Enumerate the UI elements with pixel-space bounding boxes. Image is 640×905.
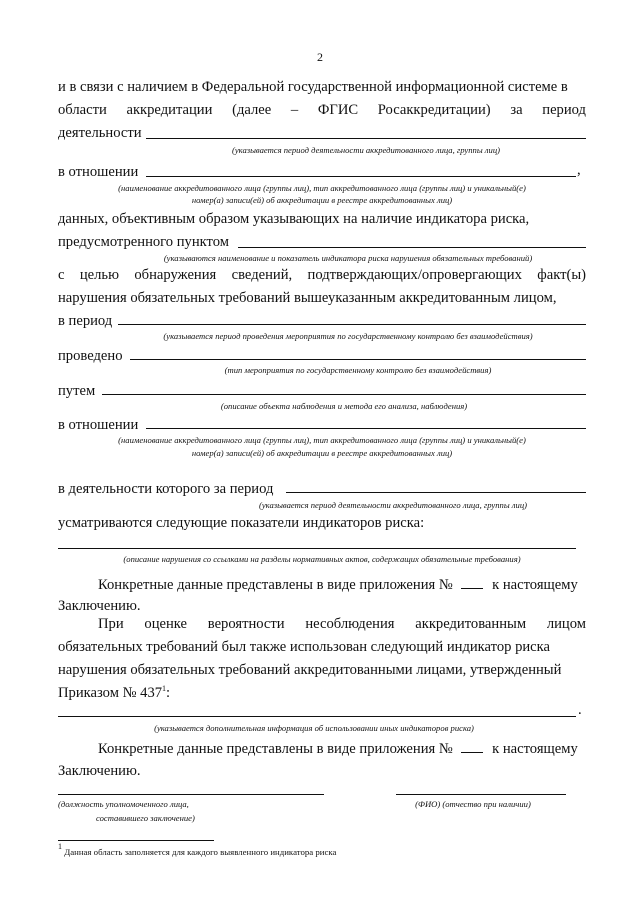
- text-line: путем: [58, 383, 96, 399]
- footnote-ref: 1: [162, 684, 167, 693]
- blank-line: [146, 176, 576, 177]
- blank-line: [58, 548, 576, 549]
- page-number: 2: [317, 50, 323, 64]
- field-hint: (описание объекта наблюдения и метода его анализа, наблюдения): [220, 401, 468, 411]
- word: факт(ы): [537, 267, 586, 283]
- text-line: Заключению.: [58, 763, 141, 779]
- word: вероятности: [207, 616, 285, 632]
- text-line: обязательных требований был также использован следующий индикатор риска: [58, 639, 551, 655]
- text-line: деятельности: [58, 125, 142, 141]
- field-hint: (указывается период проведения мероприятия по государственному контролю без взаимодействия): [163, 331, 533, 341]
- word: лицом: [546, 616, 586, 632]
- field-hint: (указывается период деятельности аккредитованного лица, группы лиц): [231, 145, 501, 155]
- blank-line: [146, 428, 586, 429]
- signature-line: [396, 794, 566, 795]
- word: Росаккредитации): [377, 102, 491, 118]
- word: При: [98, 616, 124, 632]
- text-line: в отношении: [58, 417, 139, 433]
- period-mark: .: [578, 702, 582, 718]
- justified-line: [58, 266, 586, 284]
- text-line: и в связи с наличием в Федеральной государственной информационной системе в: [58, 79, 568, 95]
- field-hint: (описание нарушения со ссылками на разделы нормативных актов, содержащих обязательные требования): [123, 554, 521, 564]
- footnote-text: Данная область заполняется для каждого выявленного индикатора риска: [64, 847, 337, 857]
- comma: ,: [577, 162, 581, 178]
- justified-line: [98, 615, 586, 633]
- word: ФГИС: [317, 102, 359, 118]
- text-line: проведено: [58, 348, 123, 364]
- word: с: [58, 267, 65, 283]
- field-hint: номер(а) записи(ей) об аккредитации в реестре аккредитованных лиц): [191, 448, 453, 458]
- text-fragment: Приказом № 437: [58, 685, 163, 701]
- text-line: в деятельности которого за период: [58, 481, 274, 497]
- blank-line: [58, 716, 576, 717]
- field-hint: (наименование аккредитованного лица (группы лиц), тип аккредитованного лица (группы лиц) и уникальный(е): [118, 183, 526, 193]
- footnote: [58, 842, 337, 857]
- word: сведений,: [231, 267, 293, 283]
- blank-line: [461, 752, 483, 753]
- word: несоблюдения: [305, 616, 395, 632]
- word: аккредитации: [126, 102, 213, 118]
- text-line: усматриваются следующие показатели индикаторов риска:: [58, 515, 425, 531]
- text-line: [98, 576, 578, 594]
- blank-line: [102, 394, 586, 395]
- word: обнаружения: [134, 267, 217, 283]
- blank-line: [286, 492, 586, 493]
- text-line: в период: [58, 313, 113, 329]
- text-line: предусмотренного пунктом: [58, 234, 229, 250]
- blank-line: [130, 359, 586, 360]
- text-line: нарушения обязательных требований вышеуказанным аккредитованным лицом,: [58, 290, 557, 306]
- field-hint: (наименование аккредитованного лица (группы лиц), тип аккредитованного лица (группы лиц) и уникальный(е): [118, 435, 526, 445]
- text-fragment: Конкретные данные представлены в виде приложения №: [98, 577, 453, 593]
- text-fragment: Конкретные данные представлены в виде приложения №: [98, 741, 453, 757]
- blank-line: [238, 247, 586, 248]
- field-hint: (ФИО) (отчество при наличии): [415, 799, 531, 809]
- field-hint: (указываются наименование и показатель индикатора риска нарушения обязательных требований): [163, 253, 533, 263]
- blank-line: [118, 324, 586, 325]
- text-line: нарушения обязательных требований аккредитованными лицами, утвержденный: [58, 662, 562, 678]
- field-hint: номер(а) записи(ей) об аккредитации в реестре аккредитованных лиц): [191, 195, 453, 205]
- field-hint: (тип мероприятия по государственному контролю без взаимодействия): [224, 365, 492, 375]
- text-fragment: :: [166, 685, 171, 701]
- footnote-mark: 1: [58, 842, 62, 851]
- word: целью: [79, 267, 119, 283]
- blank-line: [146, 138, 586, 139]
- blank-line: [461, 588, 483, 589]
- word: период: [542, 102, 586, 118]
- word: за: [510, 102, 523, 118]
- footnote-separator: [58, 840, 214, 841]
- word: оценке: [144, 616, 188, 632]
- field-hint: (должность уполномоченного лица,: [58, 799, 189, 809]
- text-line: в отношении: [58, 164, 139, 180]
- text-line: [98, 740, 578, 758]
- justified-line: [58, 101, 586, 119]
- word: (далее: [232, 102, 272, 118]
- field-hint: составившего заключение): [96, 813, 195, 823]
- word: –: [290, 102, 299, 118]
- word: области: [58, 102, 107, 118]
- text-line: [58, 684, 170, 702]
- word: аккредитованным: [415, 616, 527, 632]
- text-line: Заключению.: [58, 598, 141, 614]
- text-fragment: к настоящему: [492, 577, 578, 593]
- field-hint: (указывается дополнительная информация об использовании иных индикаторов риска): [154, 723, 474, 733]
- text-line: данных, объективным образом указывающих на наличие индикатора риска,: [58, 211, 530, 227]
- signature-line: [58, 794, 324, 795]
- field-hint: (указывается период деятельности аккредитованного лица, группы лиц): [258, 500, 528, 510]
- text-fragment: к настоящему: [492, 741, 578, 757]
- word: подтверждающих/опровергающих: [307, 267, 522, 283]
